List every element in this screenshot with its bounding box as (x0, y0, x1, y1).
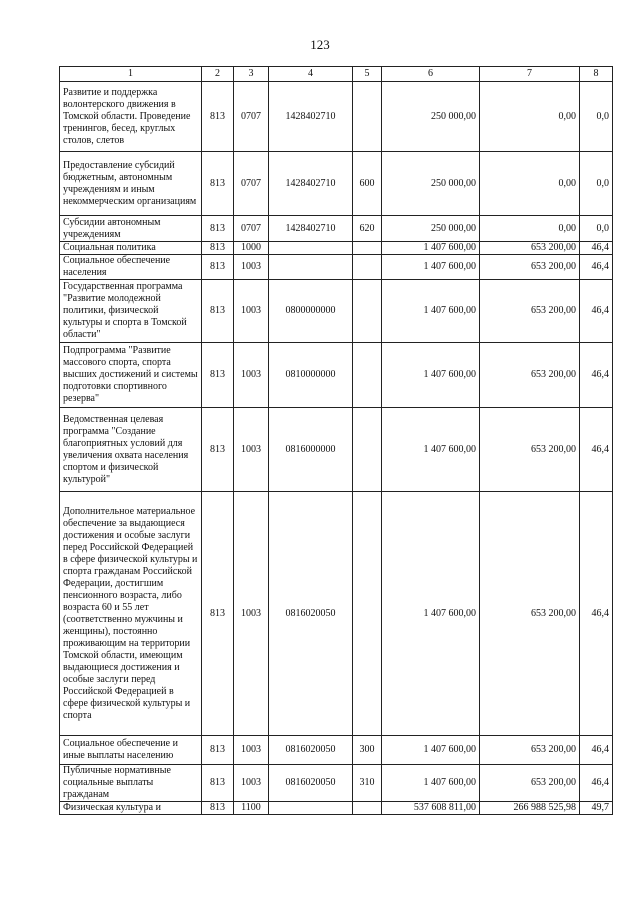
target-code-cell: 0800000000 (269, 280, 353, 343)
ministry-code-cell: 813 (202, 343, 234, 408)
expense-type-cell: 300 (353, 736, 382, 765)
table-row (60, 255, 613, 280)
actual-amount-cell: 653 200,00 (480, 736, 580, 765)
target-code-cell: 0816020050 (269, 736, 353, 765)
percent-cell: 46,4 (580, 242, 613, 255)
header-cell: 2 (202, 67, 234, 82)
section-code-cell: 1000 (234, 242, 269, 255)
header-row (60, 67, 613, 82)
row-name-cell: Социальное обеспечение населения (60, 255, 202, 280)
ministry-code-cell: 813 (202, 152, 234, 216)
row-name-cell: Подпрограмма "Развитие массового спорта, спорта высших достижений и системы подготовки спортивного резерва" (60, 343, 202, 408)
ministry-code-cell: 813 (202, 280, 234, 343)
target-code-cell: 1428402710 (269, 152, 353, 216)
table-row (60, 343, 613, 408)
plan-amount-cell: 250 000,00 (382, 152, 480, 216)
actual-amount-cell: 266 988 525,98 (480, 802, 580, 815)
actual-amount-cell: 653 200,00 (480, 280, 580, 343)
section-code-cell: 1003 (234, 736, 269, 765)
target-code-cell: 0816020050 (269, 765, 353, 802)
actual-amount-cell: 653 200,00 (480, 408, 580, 492)
table-row (60, 736, 613, 765)
ministry-code-cell: 813 (202, 216, 234, 242)
section-code-cell: 1003 (234, 255, 269, 280)
table-row (60, 216, 613, 242)
expense-type-cell: 600 (353, 152, 382, 216)
actual-amount-cell: 0,00 (480, 82, 580, 152)
row-name-cell: Социальная политика (60, 242, 202, 255)
actual-amount-cell: 653 200,00 (480, 242, 580, 255)
plan-amount-cell: 1 407 600,00 (382, 255, 480, 280)
plan-amount-cell: 250 000,00 (382, 216, 480, 242)
ministry-code-cell: 813 (202, 802, 234, 815)
table-row (60, 242, 613, 255)
section-code-cell: 0707 (234, 152, 269, 216)
target-code-cell: 0816020050 (269, 492, 353, 736)
plan-amount-cell: 1 407 600,00 (382, 765, 480, 802)
expense-type-cell (353, 280, 382, 343)
percent-cell: 0,0 (580, 152, 613, 216)
actual-amount-cell: 653 200,00 (480, 255, 580, 280)
actual-amount-cell: 0,00 (480, 216, 580, 242)
percent-cell: 46,4 (580, 736, 613, 765)
header-cell: 6 (382, 67, 480, 82)
percent-cell: 46,4 (580, 492, 613, 736)
plan-amount-cell: 1 407 600,00 (382, 492, 480, 736)
header-cell: 8 (580, 67, 613, 82)
page-number: 123 (310, 37, 330, 52)
plan-amount-cell: 1 407 600,00 (382, 736, 480, 765)
ministry-code-cell: 813 (202, 736, 234, 765)
row-name-cell: Развитие и поддержка волонтерского движения в Томской области. Проведение тренингов, бесед, круглых столов, слетов (60, 82, 202, 152)
target-code-cell: 0810000000 (269, 343, 353, 408)
percent-cell: 46,4 (580, 408, 613, 492)
ministry-code-cell: 813 (202, 255, 234, 280)
section-code-cell: 1003 (234, 492, 269, 736)
expense-type-cell (353, 492, 382, 736)
row-name-cell: Дополнительное материальное обеспечение за выдающиеся достижения и особые заслуги перед Российской Федерацией в сфере физической культуры и спорта гражданам Российской Федерации, достигшим пенсионного возраста, либо возраста 60 и 55 лет (соответственно мужчины и женщины), постоянно проживающим на территории Томской области, имеющим выдающиеся достижения и особые заслуги перед Российской Федерацией в сфере физической культуры и спорта (60, 492, 202, 736)
target-code-cell: 1428402710 (269, 82, 353, 152)
target-code-cell: 0816000000 (269, 408, 353, 492)
expense-type-cell (353, 242, 382, 255)
actual-amount-cell: 653 200,00 (480, 343, 580, 408)
percent-cell: 0,0 (580, 216, 613, 242)
target-code-cell (269, 255, 353, 280)
percent-cell: 0,0 (580, 82, 613, 152)
table-row (60, 152, 613, 216)
expense-type-cell (353, 82, 382, 152)
ministry-code-cell: 813 (202, 408, 234, 492)
target-code-cell (269, 242, 353, 255)
row-name-cell: Социальное обеспечение и иные выплаты населению (60, 736, 202, 765)
table-row (60, 82, 613, 152)
table-body (60, 67, 613, 815)
percent-cell: 49,7 (580, 802, 613, 815)
ministry-code-cell: 813 (202, 765, 234, 802)
table-row (60, 280, 613, 343)
section-code-cell: 1003 (234, 408, 269, 492)
percent-cell: 46,4 (580, 280, 613, 343)
row-name-cell: Ведомственная целевая программа "Создание благоприятных условий для увеличения охвата населения спортом и физической культурой" (60, 408, 202, 492)
header-cell: 7 (480, 67, 580, 82)
table-row (60, 408, 613, 492)
table-row (60, 765, 613, 802)
budget-table (59, 66, 613, 815)
expense-type-cell (353, 343, 382, 408)
section-code-cell: 1003 (234, 343, 269, 408)
expense-type-cell (353, 408, 382, 492)
row-name-cell: Физическая культура и (60, 802, 202, 815)
header-cell: 5 (353, 67, 382, 82)
percent-cell: 46,4 (580, 255, 613, 280)
target-code-cell: 1428402710 (269, 216, 353, 242)
target-code-cell (269, 802, 353, 815)
plan-amount-cell: 537 608 811,00 (382, 802, 480, 815)
section-code-cell: 0707 (234, 82, 269, 152)
ministry-code-cell: 813 (202, 82, 234, 152)
expense-type-cell: 310 (353, 765, 382, 802)
section-code-cell: 1100 (234, 802, 269, 815)
header-cell: 4 (269, 67, 353, 82)
row-name-cell: Государственная программа "Развитие молодежной политики, физической культуры и спорта в Томской области" (60, 280, 202, 343)
ministry-code-cell: 813 (202, 242, 234, 255)
percent-cell: 46,4 (580, 343, 613, 408)
plan-amount-cell: 1 407 600,00 (382, 242, 480, 255)
row-name-cell: Субсидии автономным учреждениям (60, 216, 202, 242)
table-row (60, 802, 613, 815)
plan-amount-cell: 250 000,00 (382, 82, 480, 152)
header-cell: 3 (234, 67, 269, 82)
section-code-cell: 1003 (234, 280, 269, 343)
ministry-code-cell: 813 (202, 492, 234, 736)
row-name-cell: Публичные нормативные социальные выплаты гражданам (60, 765, 202, 802)
plan-amount-cell: 1 407 600,00 (382, 280, 480, 343)
section-code-cell: 0707 (234, 216, 269, 242)
actual-amount-cell: 653 200,00 (480, 492, 580, 736)
expense-type-cell (353, 802, 382, 815)
actual-amount-cell: 653 200,00 (480, 765, 580, 802)
plan-amount-cell: 1 407 600,00 (382, 343, 480, 408)
header-cell: 1 (60, 67, 202, 82)
expense-type-cell (353, 255, 382, 280)
percent-cell: 46,4 (580, 765, 613, 802)
table-row (60, 492, 613, 736)
section-code-cell: 1003 (234, 765, 269, 802)
expense-type-cell: 620 (353, 216, 382, 242)
actual-amount-cell: 0,00 (480, 152, 580, 216)
row-name-cell: Предоставление субсидий бюджетным, автономным учреждениям и иным некоммерческим организациям (60, 152, 202, 216)
plan-amount-cell: 1 407 600,00 (382, 408, 480, 492)
